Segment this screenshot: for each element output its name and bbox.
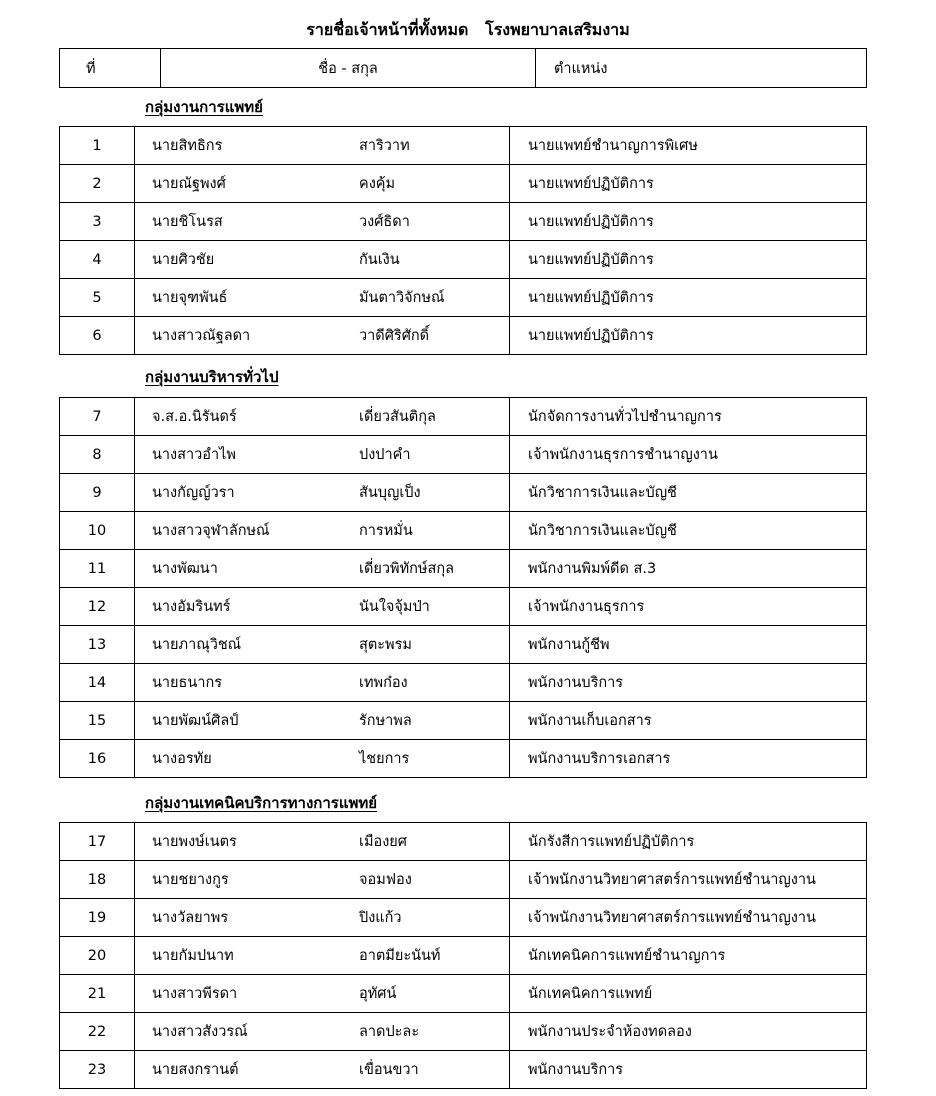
row-position-cell xyxy=(510,1013,867,1051)
row-number: 6 xyxy=(60,317,135,355)
row-name-cell xyxy=(135,398,510,436)
row-number: 1 xyxy=(60,127,135,165)
row-position-cell xyxy=(510,436,867,474)
first-name: นายศิวชัย xyxy=(152,252,215,268)
position-title: นักเทคนิคการแพทย์ xyxy=(528,986,653,1002)
first-name: นายณัฐพงศ์ xyxy=(152,176,226,192)
row-position-cell xyxy=(510,398,867,436)
row-number: 13 xyxy=(60,626,135,664)
header-table xyxy=(59,48,867,88)
row-name-cell xyxy=(135,203,510,241)
row-name-cell xyxy=(135,436,510,474)
last-name: เดี่ยวสันติกุล xyxy=(359,409,436,425)
row-position-cell xyxy=(510,626,867,664)
first-name: นายสงกรานต์ xyxy=(152,1062,239,1078)
first-name: นายกัมปนาท xyxy=(152,948,234,964)
table-row xyxy=(60,588,867,626)
last-name: เทพก๋อง xyxy=(359,675,408,691)
row-name-cell xyxy=(135,317,510,355)
position-title: พนักงานเก็บเอกสาร xyxy=(528,713,652,729)
row-number: 11 xyxy=(60,550,135,588)
first-name: นางสาวจุฬาลักษณ์ xyxy=(152,523,270,539)
position-title: นักเทคนิคการแพทย์ชำนาญการ xyxy=(528,948,726,964)
group-table xyxy=(59,822,867,1089)
table-row xyxy=(60,436,867,474)
document-title: รายชื่อเจ้าหน้าที่ทั้งหมด โรงพยาบาลเสริมงาม xyxy=(306,20,630,39)
first-name: นางสาวอำไพ xyxy=(152,447,236,463)
table-row xyxy=(60,823,867,861)
row-position-cell xyxy=(510,702,867,740)
position-title: เจ้าพนักงานธุรการ xyxy=(528,599,645,615)
last-name: เมืองยศ xyxy=(359,834,408,850)
first-name: นายจุฑพันธ์ xyxy=(152,290,228,306)
last-name: การหมั่น xyxy=(359,523,413,539)
table-row xyxy=(60,702,867,740)
last-name: สันบุญเป็ง xyxy=(359,485,421,501)
row-position-cell xyxy=(510,740,867,778)
table-row xyxy=(60,279,867,317)
row-position-cell xyxy=(510,861,867,899)
row-number: 8 xyxy=(60,436,135,474)
group-table xyxy=(59,397,867,778)
position-title: นักจัดการงานทั่วไปชำนาญการ xyxy=(528,409,722,425)
first-name: นายพัฒน์ศิลป์ xyxy=(152,713,239,729)
row-name-cell xyxy=(135,474,510,512)
position-title: นายแพทย์ปฏิบัติการ xyxy=(528,290,654,306)
position-title: นักวิชาการเงินและบัญชี xyxy=(528,485,677,501)
first-name: นายธนากร xyxy=(152,675,223,691)
row-number: 18 xyxy=(60,861,135,899)
row-position-cell xyxy=(510,588,867,626)
table-row xyxy=(60,398,867,436)
position-title: นายแพทย์ปฏิบัติการ xyxy=(528,176,654,192)
last-name: รักษาพล xyxy=(359,713,412,729)
row-name-cell xyxy=(135,127,510,165)
header-position-label: ตำแหน่ง xyxy=(554,60,608,77)
row-number: 22 xyxy=(60,1013,135,1051)
last-name: ปิงแก้ว xyxy=(359,910,402,926)
position-title: เจ้าพนักงานวิทยาศาสตร์การแพทย์ชำนาญงาน xyxy=(528,872,816,888)
row-number: 2 xyxy=(60,165,135,203)
table-row xyxy=(60,664,867,702)
header-position xyxy=(536,49,867,88)
first-name: นางอัมรินทร์ xyxy=(152,599,231,615)
table-row xyxy=(60,165,867,203)
row-position-cell xyxy=(510,241,867,279)
position-title: นายแพทย์ปฏิบัติการ xyxy=(528,252,654,268)
table-row xyxy=(60,626,867,664)
position-title: เจ้าพนักงานวิทยาศาสตร์การแพทย์ชำนาญงาน xyxy=(528,910,816,926)
table-row xyxy=(60,975,867,1013)
first-name: นางพัฒนา xyxy=(152,561,218,577)
row-position-cell xyxy=(510,203,867,241)
table-row xyxy=(60,937,867,975)
position-title: นักวิชาการเงินและบัญชี xyxy=(528,523,677,539)
position-title: พนักงานบริการ xyxy=(528,1062,624,1078)
row-position-cell xyxy=(510,317,867,355)
row-position-cell xyxy=(510,1051,867,1089)
header-name: ชื่อ - สกุล xyxy=(161,49,536,88)
position-title: นายแพทย์ชำนาญการพิเศษ xyxy=(528,138,698,154)
first-name: นางวัลยาพร xyxy=(152,910,229,926)
row-name-cell xyxy=(135,937,510,975)
row-number: 3 xyxy=(60,203,135,241)
row-number: 20 xyxy=(60,937,135,975)
row-position-cell xyxy=(510,279,867,317)
row-number: 4 xyxy=(60,241,135,279)
header-no: ที่ xyxy=(60,49,161,88)
row-position-cell xyxy=(510,664,867,702)
first-name: นายชิโนรส xyxy=(152,214,223,230)
row-number: 5 xyxy=(60,279,135,317)
row-position-cell xyxy=(510,975,867,1013)
table-row xyxy=(60,861,867,899)
group-title: กลุ่มงานเทคนิคบริการทางการแพทย์ xyxy=(145,794,378,812)
row-number: 9 xyxy=(60,474,135,512)
position-title: พนักงานบริการ xyxy=(528,675,624,691)
row-name-cell xyxy=(135,279,510,317)
row-position-cell xyxy=(510,937,867,975)
table-row xyxy=(60,317,867,355)
first-name: นายภาณุวิชณ์ xyxy=(152,637,242,653)
position-title: เจ้าพนักงานธุรการชำนาญงาน xyxy=(528,447,718,463)
last-name: อาตมียะนันท์ xyxy=(359,948,441,964)
last-name: จอมฟอง xyxy=(359,872,412,888)
header-row xyxy=(60,49,867,88)
position-title: พนักงานกู้ชีพ xyxy=(528,637,610,653)
last-name: ปงปาคำ xyxy=(359,447,411,463)
position-title: นายแพทย์ปฏิบัติการ xyxy=(528,328,654,344)
last-name: สาริวาท xyxy=(359,138,410,154)
last-name: ลาดปะละ xyxy=(359,1024,420,1040)
table-row xyxy=(60,474,867,512)
position-title: พนักงานบริการเอกสาร xyxy=(528,751,671,767)
first-name: จ.ส.อ.นิรันดร์ xyxy=(152,409,237,425)
table-row xyxy=(60,899,867,937)
first-name: นางอรทัย xyxy=(152,751,212,767)
group-title: กลุ่มงานบริหารทั่วไป xyxy=(145,368,279,386)
table-row xyxy=(60,550,867,588)
row-number: 16 xyxy=(60,740,135,778)
last-name: อุทัศน์ xyxy=(359,986,397,1002)
first-name: นายสิทธิกร xyxy=(152,138,223,154)
table-row xyxy=(60,512,867,550)
last-name: กันเงิน xyxy=(359,252,400,268)
row-number: 10 xyxy=(60,512,135,550)
row-name-cell xyxy=(135,1051,510,1089)
row-name-cell xyxy=(135,512,510,550)
row-number: 7 xyxy=(60,398,135,436)
first-name: นายพงษ์เนตร xyxy=(152,834,237,850)
first-name: นางสาวสังวรณ์ xyxy=(152,1024,248,1040)
last-name: ไชยการ xyxy=(359,751,410,767)
last-name: คงคุ้ม xyxy=(359,176,396,192)
row-position-cell xyxy=(510,474,867,512)
row-name-cell xyxy=(135,702,510,740)
row-position-cell xyxy=(510,512,867,550)
first-name: นางกัญญ์วรา xyxy=(152,485,235,501)
first-name: นายชยางกูร xyxy=(152,872,229,888)
last-name: วงศ์ธิดา xyxy=(359,214,410,230)
row-number: 12 xyxy=(60,588,135,626)
row-name-cell xyxy=(135,588,510,626)
position-title: นายแพทย์ปฏิบัติการ xyxy=(528,214,654,230)
group-title: กลุ่มงานการแพทย์ xyxy=(145,98,263,116)
position-title: พนักงานประจำห้องทดลอง xyxy=(528,1024,692,1040)
row-name-cell xyxy=(135,975,510,1013)
row-name-cell xyxy=(135,550,510,588)
row-name-cell xyxy=(135,861,510,899)
row-position-cell xyxy=(510,899,867,937)
row-name-cell xyxy=(135,740,510,778)
row-name-cell xyxy=(135,664,510,702)
last-name: มันตาวิจักษณ์ xyxy=(359,290,445,306)
table-row xyxy=(60,1051,867,1089)
row-number: 19 xyxy=(60,899,135,937)
table-row xyxy=(60,203,867,241)
row-number: 15 xyxy=(60,702,135,740)
row-number: 23 xyxy=(60,1051,135,1089)
row-number: 21 xyxy=(60,975,135,1013)
row-name-cell xyxy=(135,241,510,279)
position-title: พนักงานพิมพ์ดีด ส.3 xyxy=(528,561,657,577)
first-name: นางสาวณัฐลดา xyxy=(152,328,251,344)
row-position-cell xyxy=(510,165,867,203)
row-name-cell xyxy=(135,1013,510,1051)
last-name: นันใจจุ้มป่า xyxy=(359,599,430,615)
table-row xyxy=(60,127,867,165)
last-name: เดี่ยวพิทักษ์สกุล xyxy=(359,561,454,577)
first-name: นางสาวพีรดา xyxy=(152,986,238,1002)
row-number: 14 xyxy=(60,664,135,702)
position-title: นักรังสีการแพทย์ปฏิบัติการ xyxy=(528,834,695,850)
row-name-cell xyxy=(135,823,510,861)
table-row xyxy=(60,241,867,279)
row-position-cell xyxy=(510,127,867,165)
table-row xyxy=(60,740,867,778)
table-row xyxy=(60,1013,867,1051)
row-name-cell xyxy=(135,165,510,203)
group-table xyxy=(59,126,867,355)
last-name: เขื่อนขวา xyxy=(359,1062,419,1078)
row-number: 17 xyxy=(60,823,135,861)
row-position-cell xyxy=(510,823,867,861)
last-name: สุตะพรม xyxy=(359,637,412,653)
last-name: วาดีศิริศักดิ์ xyxy=(359,328,430,344)
row-name-cell xyxy=(135,626,510,664)
row-name-cell xyxy=(135,899,510,937)
row-position-cell xyxy=(510,550,867,588)
